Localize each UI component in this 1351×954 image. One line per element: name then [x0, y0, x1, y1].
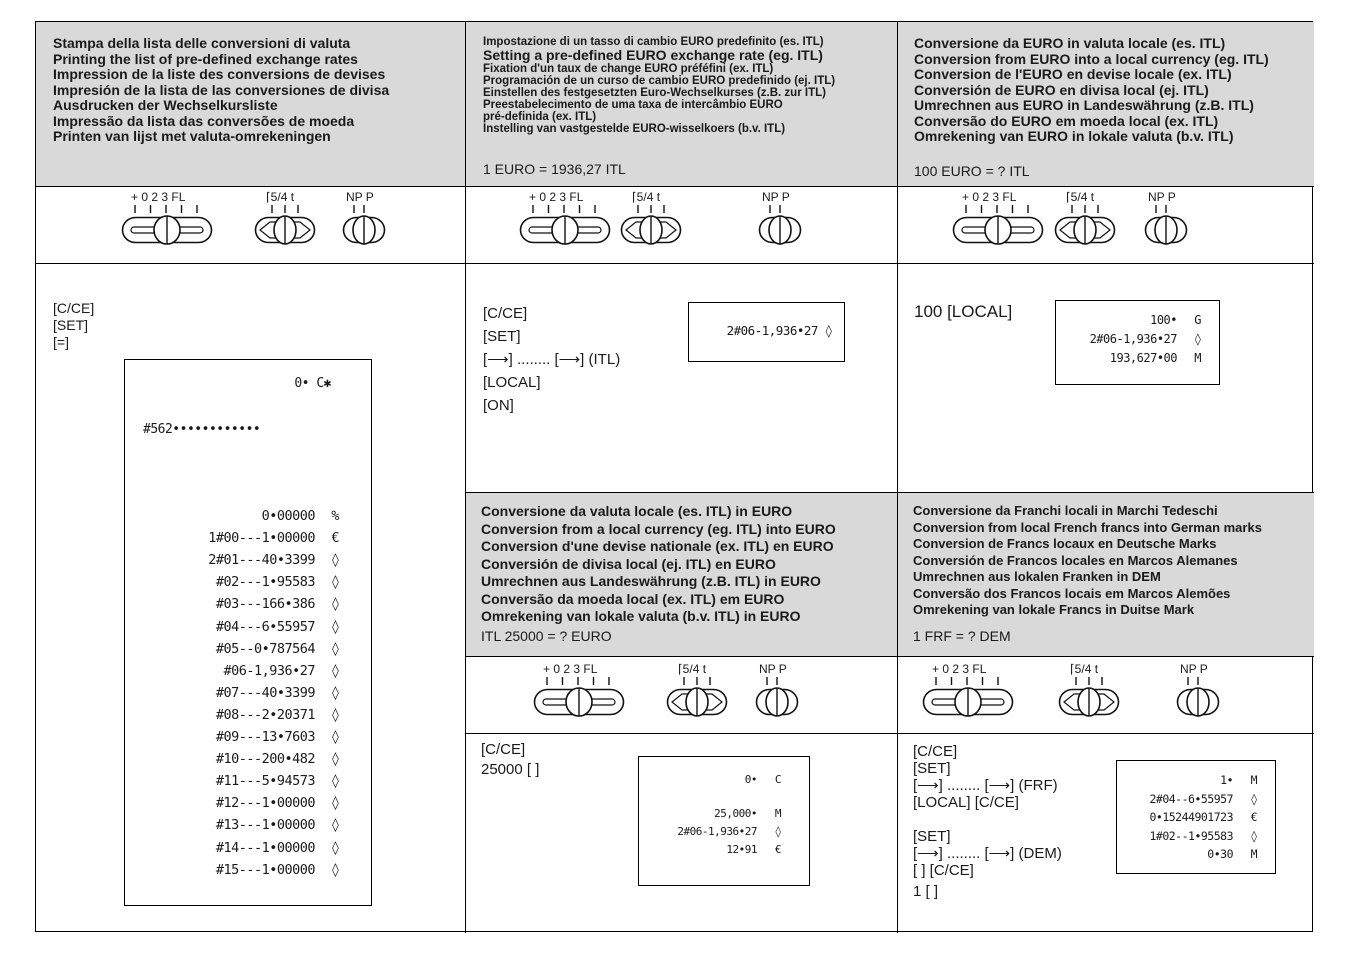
title-line: Conversion from EURO into a local currency (eg. ITL)	[914, 50, 1269, 67]
receipt-line	[1220, 773, 1257, 787]
key-step: [=]	[53, 334, 69, 350]
title-line: Instelling van vastgestelde EURO-wisselkoers (b.v. ITL)	[483, 123, 786, 135]
divider	[465, 22, 466, 933]
title-line: Conversión de Francos locales en Marcos Alemanes	[913, 552, 1238, 568]
print-mode-switch[interactable]	[755, 686, 799, 718]
title-line: Fixation d'un taux de change EURO préféfini (ex. ITL)	[483, 63, 774, 75]
title-line: Conversion de Francs locaux en Deutsche Marks	[913, 536, 1217, 551]
receipt-symbol: M	[1194, 351, 1201, 365]
receipt-symbol: ◊	[331, 618, 339, 635]
receipt-symbol: G	[1194, 313, 1201, 327]
receipt-value: 0•15244901723	[1149, 810, 1233, 824]
key-step: [C/CE]	[913, 743, 958, 760]
receipt-line	[1090, 332, 1201, 346]
switch-label: ⌈5/4 t	[266, 190, 295, 204]
receipt-symbol: ◊	[331, 729, 339, 745]
receipt-symbol: ◊	[1194, 332, 1201, 346]
switch-ticks	[1074, 677, 1104, 685]
receipt-symbol: ◊	[1250, 828, 1257, 843]
title-line: Conversione da EURO in valuta locale (es. ITL)	[914, 35, 1226, 51]
title-line: Conversão da moeda local (ex. ITL) em EURO	[481, 590, 785, 607]
switch-label: NP P	[762, 190, 790, 204]
title-line: Conversão do EURO em moeda local (ex. ITL)	[914, 112, 1219, 129]
receipt-symbol: M	[1250, 773, 1257, 787]
receipt-line	[216, 751, 339, 767]
receipt-symbol: ◊	[331, 839, 339, 856]
receipt-value: 193,627•00	[1109, 351, 1177, 365]
title-line: Printen van lijst met valuta-omrekeningen	[53, 128, 331, 144]
receipt-symbol: €	[774, 843, 781, 856]
receipt-value: #12---1•00000	[215, 795, 315, 812]
receipt-symbol: ◊	[331, 706, 339, 723]
rounding-selector-switch[interactable]	[620, 214, 682, 246]
receipt-value: 1#02--1•95583	[1149, 828, 1233, 843]
receipt-value: 1•	[1220, 773, 1233, 787]
print-mode-switch[interactable]	[1176, 686, 1220, 718]
divider	[466, 656, 1314, 657]
title-line: Impressão da lista das conversões de moeda	[53, 112, 355, 129]
receipt-value: 0•00000	[261, 508, 315, 524]
receipt-line	[677, 825, 781, 838]
switch-ticks	[531, 205, 597, 213]
receipt-value: 0•30	[1207, 847, 1233, 861]
title-line: Impresión de la lista de las conversiones de divisa	[53, 81, 390, 98]
receipt-value: #06-1,936•27	[223, 662, 315, 679]
receipt-line	[1150, 313, 1201, 327]
print-mode-switch[interactable]	[758, 214, 802, 246]
key-step: [⟶] ........ [⟶] (DEM)	[913, 845, 1062, 862]
divider	[466, 733, 1314, 734]
switch-ticks	[352, 205, 366, 213]
switch-ticks	[1070, 205, 1100, 213]
key-step: [⟶] ........ [⟶] (ITL)	[483, 351, 621, 368]
panel1-titles	[53, 36, 389, 145]
key-step: [C/CE]	[53, 300, 95, 316]
panel2-titles	[483, 36, 835, 135]
divider	[466, 492, 1314, 493]
receipt-line	[262, 508, 339, 524]
receipt-line	[216, 817, 339, 833]
panel2-example: 1 EURO = 1936,27 ITL	[483, 161, 626, 177]
switch-label: ⌈5/4 t	[632, 190, 661, 204]
decimal-selector-switch[interactable]	[952, 214, 1044, 246]
receipt-symbol: ◊	[1250, 791, 1257, 806]
switch-label: + 0 2 3 FL	[962, 190, 1017, 204]
key-step: [ON]	[483, 397, 514, 414]
title-line: Conversión de divisa local (ej. ITL) en EURO	[481, 555, 776, 572]
switch-label: + 0 2 3 FL	[932, 662, 987, 676]
panel3-key: 100 [LOCAL]	[914, 302, 1013, 321]
receipt-value: #15---1•00000	[215, 861, 315, 878]
decimal-selector-switch[interactable]	[922, 686, 1014, 718]
receipt-value: #13---1•00000	[215, 817, 315, 834]
receipt-line	[223, 663, 339, 679]
key-step: 25000 [ ]	[481, 761, 540, 778]
receipt-value: #08---2•20371	[215, 706, 315, 723]
panel4-receipt	[638, 756, 810, 886]
receipt-symbol: ◊	[331, 640, 339, 657]
decimal-selector-switch[interactable]	[533, 686, 625, 718]
receipt-line	[745, 773, 781, 786]
receipt-line	[216, 773, 339, 789]
title-line: Impression de la liste des conversions de devises	[53, 66, 386, 82]
key-step: [SET]	[913, 828, 951, 845]
receipt-value: #14---1•00000	[215, 839, 315, 856]
receipt-line	[216, 729, 339, 745]
receipt-value: 1#00---1•00000	[208, 530, 315, 547]
receipt-symbol: ◊	[331, 552, 339, 569]
rounding-selector-switch[interactable]	[254, 214, 316, 246]
receipt-symbol: %	[331, 508, 339, 524]
decimal-selector-switch[interactable]	[519, 214, 611, 246]
receipt-symbol: ◊	[331, 574, 339, 591]
key-step: 1 [ ]	[913, 883, 939, 900]
receipt-symbol: €	[331, 530, 339, 547]
switch-ticks	[768, 205, 782, 213]
key-step: [SET]	[483, 328, 521, 345]
receipt-symbol: ◊	[331, 817, 339, 834]
switch-ticks	[1186, 677, 1200, 685]
title-line: Ausdrucken der Wechselkursliste	[53, 97, 278, 113]
receipt-line	[714, 807, 781, 820]
switch-ticks	[545, 677, 611, 685]
switch-ticks	[133, 205, 199, 213]
receipt-value: 12•91	[726, 843, 757, 856]
title-line: Programación de un curso de cambio EURO predefinido (ej. ITL)	[483, 75, 836, 87]
receipt-symbol: M	[774, 807, 781, 820]
receipt-line	[1149, 810, 1257, 824]
key-step: [LOCAL]	[483, 374, 541, 391]
panel5-keys	[913, 743, 1062, 905]
receipt-symbol: €	[1250, 810, 1257, 824]
title-line: Conversione da valuta locale (es. ITL) in EURO	[481, 503, 793, 519]
receipt-symbol: ◊	[331, 795, 339, 812]
rounding-selector-switch[interactable]	[1058, 686, 1120, 718]
title-line: Conversion de l'EURO en devise locale (ex. ITL)	[914, 66, 1232, 82]
key-step: [⟶] ........ [⟶] (FRF)	[913, 777, 1058, 794]
receipt-line	[216, 795, 339, 811]
switch-ticks	[964, 205, 1030, 213]
switch-ticks	[1154, 205, 1168, 213]
title-line: Setting a pre-defined EURO exchange rate (eg. ITL)	[483, 47, 823, 63]
title-line: Conversion from local French francs into German marks	[913, 519, 1262, 535]
receipt-line	[216, 596, 339, 612]
receipt-line	[216, 707, 339, 723]
receipt-symbol: ◊	[331, 751, 339, 768]
switch-ticks	[765, 677, 779, 685]
receipt-symbol: ◊	[331, 861, 339, 878]
receipt-line	[216, 840, 339, 856]
switch-ticks	[636, 205, 666, 213]
receipt-value: #09---13•7603	[215, 729, 315, 745]
title-line: Omrekening van lokale valuta (b.v. ITL) in EURO	[481, 608, 801, 624]
receipt-symbol: ◊	[331, 684, 339, 701]
receipt-value: #07---40•3399	[215, 684, 315, 701]
title-line: Printing the list of pre-defined exchange rates	[53, 50, 358, 67]
receipt-line	[726, 843, 781, 856]
key-step: [C/CE]	[483, 305, 528, 322]
receipt-value: 2#06-1,936•27	[677, 825, 757, 838]
switch-label: NP P	[1148, 190, 1176, 204]
panel5-titles	[913, 503, 1262, 619]
rounding-selector-switch[interactable]	[1054, 214, 1116, 246]
receipt-value: 0•	[744, 773, 757, 786]
panel2-display	[688, 302, 845, 362]
key-step	[913, 811, 1062, 828]
receipt-value: 2#01---40•3399	[208, 552, 315, 569]
print-mode-switch[interactable]	[342, 214, 386, 246]
title-line: Omrekening van EURO in lokale valuta (b.v. ITL)	[914, 128, 1234, 144]
title-line: Umrechnen aus lokalen Franken in DEM	[913, 569, 1161, 584]
receipt-value: #05--0•787564	[215, 640, 315, 657]
receipt-line	[1149, 829, 1257, 843]
switch-ticks	[270, 205, 300, 213]
receipt-value: #11---5•94573	[215, 773, 315, 790]
title-line: Stampa della lista delle conversioni di valuta	[53, 35, 351, 51]
panel2-keys	[483, 302, 620, 417]
divider	[897, 22, 898, 933]
switch-label: ⌈5/4 t	[678, 662, 707, 676]
receipt-value: #04---6•55957	[215, 618, 315, 635]
panel3-example: 100 EURO = ? ITL	[914, 163, 1030, 179]
receipt-line: #562••••••••••••	[143, 422, 261, 437]
switch-label: + 0 2 3 FL	[543, 662, 598, 676]
panel4-keys	[481, 740, 539, 780]
rounding-selector-switch[interactable]	[666, 686, 728, 718]
receipt-line	[216, 862, 339, 878]
switch-ticks	[682, 677, 712, 685]
receipt-symbol: ◊	[331, 662, 339, 679]
receipt-line	[1149, 792, 1257, 806]
panel1-keys	[53, 300, 94, 351]
title-line: Conversion d'une devise nationale (ex. ITL) en EURO	[481, 538, 834, 554]
key-step: [ ] [C/CE]	[913, 862, 974, 879]
title-line: Conversão dos Francos locais em Marcos Alemões	[913, 585, 1231, 601]
title-line: Conversion from a local currency (eg. ITL) into EURO	[481, 520, 836, 537]
panel5-example: 1 FRF = ? DEM	[913, 628, 1011, 644]
key-step: [SET]	[913, 760, 951, 777]
switch-label: NP P	[1180, 662, 1208, 676]
manual-page	[35, 21, 1313, 932]
switch-ticks	[934, 677, 1000, 685]
title-line: Umrechnen aus Landeswährung (z.B. ITL) in EURO	[481, 573, 821, 589]
panel5-receipt	[1116, 760, 1276, 874]
receipt-symbol: C	[774, 773, 781, 786]
title-line: Umrechnen aus EURO in Landeswährung (z.B. ITL)	[914, 97, 1254, 113]
switch-label: + 0 2 3 FL	[131, 190, 186, 204]
title-line: Einstellen des festgesetzten Euro-Wechselkurses (z.B. zur ITL)	[483, 87, 826, 99]
panel3-titles	[914, 36, 1269, 145]
receipt-line	[216, 685, 339, 701]
title-line: Omrekening van lokale Francs in Duitse Mark	[913, 602, 1195, 617]
switch-label: ⌈5/4 t	[1070, 662, 1099, 676]
switch-label: + 0 2 3 FL	[529, 190, 584, 204]
panel4-example: ITL 25000 = ? EURO	[481, 628, 612, 644]
panel3-receipt	[1055, 300, 1220, 385]
divider	[36, 186, 1314, 187]
key-step: [LOCAL] [C/CE]	[913, 794, 1019, 811]
receipt-value: 2#04--6•55957	[1149, 791, 1233, 806]
title-line: Conversione da Franchi locali in Marchi Tedeschi	[913, 503, 1218, 518]
receipt-symbol: ◊	[331, 596, 339, 613]
receipt-value: #10---200•482	[215, 751, 315, 768]
title-line: pré-definida (ex. ITL)	[483, 111, 597, 123]
receipt-symbol: ◊	[774, 825, 781, 838]
key-step: [C/CE]	[481, 741, 526, 758]
panel4-titles	[481, 503, 836, 626]
title-line: Impostazione di un tasso di cambio EURO predefinito (es. ITL)	[483, 36, 824, 48]
key-step: [SET]	[53, 317, 89, 333]
receipt-symbol: ◊	[331, 773, 339, 790]
receipt-line	[216, 641, 339, 657]
title-line: Conversión de EURO en divisa local (ej. ITL)	[914, 81, 1209, 98]
decimal-selector-switch[interactable]	[121, 214, 213, 246]
receipt-line	[216, 574, 339, 590]
receipt-value: 25,000•	[714, 807, 757, 820]
switch-label: NP P	[346, 190, 374, 204]
receipt-value: 2#06-1,936•27	[1089, 332, 1177, 346]
divider	[36, 263, 1314, 264]
title-line: Preestabelecimento de uma taxa de intercâmbio EURO	[483, 99, 783, 111]
receipt-line	[208, 552, 339, 568]
receipt-line: 0• C✱	[294, 376, 331, 391]
switch-label: NP P	[759, 662, 787, 676]
receipt-value: #02---1•95583	[215, 574, 315, 591]
receipt-line	[1207, 847, 1257, 861]
receipt-line: 2#06-1,936•27 ◊	[726, 323, 832, 338]
receipt-value: 100•	[1150, 313, 1177, 327]
panel1-receipt	[124, 359, 372, 906]
receipt-symbol: M	[1250, 847, 1257, 861]
receipt-line	[1110, 351, 1201, 365]
receipt-line	[216, 619, 339, 635]
receipt-value: #03---166•386	[215, 596, 315, 613]
receipt-line	[208, 530, 339, 546]
switch-label: ⌈5/4 t	[1066, 190, 1095, 204]
print-mode-switch[interactable]	[1144, 214, 1188, 246]
